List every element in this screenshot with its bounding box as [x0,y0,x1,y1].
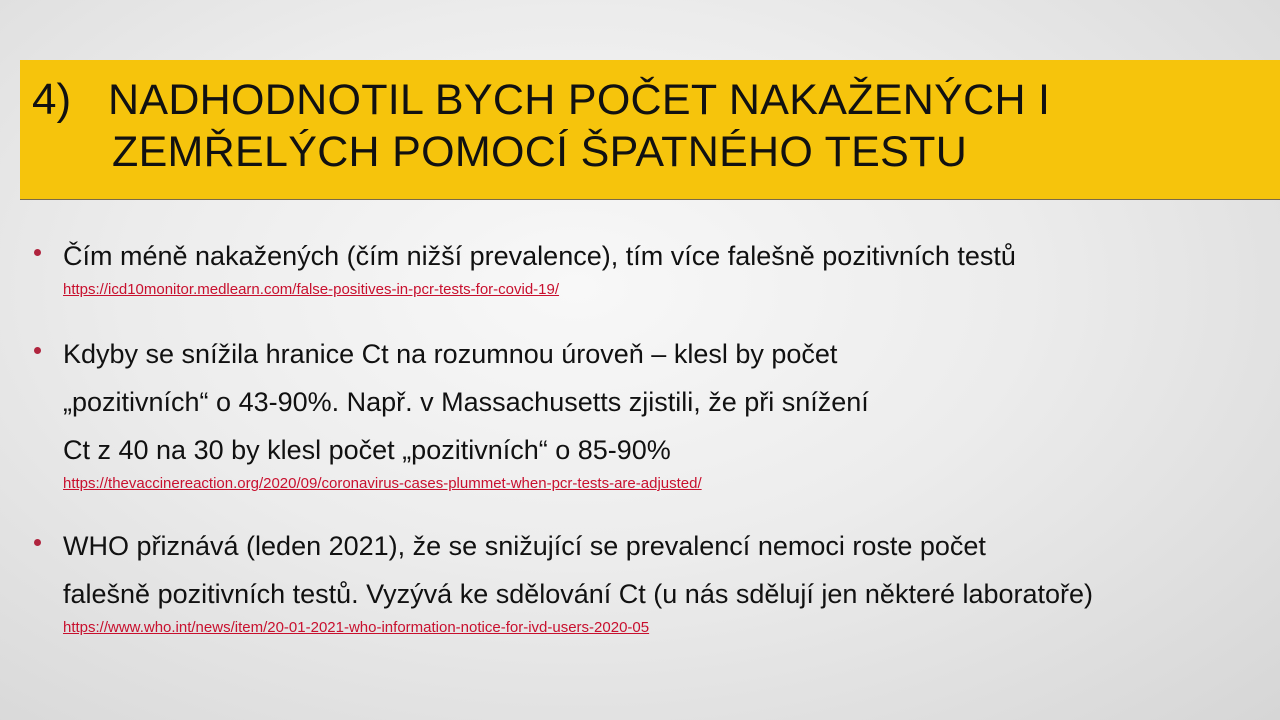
bullet-text-line: Ct z 40 na 30 by klesl počet „pozitivních“ o 85-90% [63,435,671,465]
bullet-dot-icon [34,347,41,354]
slide-title-line-1: NADHODNOTIL BYCH POČET NAKAŽENÝCH I [108,76,1051,124]
bullet-list [30,230,1270,638]
bullet-text-line: falešně pozitivních testů. Vyzývá ke sdělování Ct (u nás sdělují jen některé laboratoře) [63,579,1094,609]
bullet-dot-icon [34,249,41,256]
bullet-item-ct-threshold [30,330,1270,494]
bullet-text [63,330,1270,474]
bullet-text-line: Čím méně nakažených (čím nižší prevalence), tím více falešně pozitivních testů [63,241,1016,271]
bullet-text-line: Kdyby se snížila hranice Ct na rozumnou úroveň – klesl by počet [63,339,838,369]
bullet-dot-icon [34,539,41,546]
bullet-text-line: WHO přiznává (leden 2021), že se snižující se prevalencí nemoci roste počet [63,531,986,561]
source-link[interactable]: https://thevaccinereaction.org/2020/09/coronavirus-cases-plummet-when-pcr-tests-are-adjusted/ [63,475,702,492]
bullet-text-line: „pozitivních“ o 43-90%. Např. v Massachusetts zjistili, že při snížení [63,387,869,417]
slide-title [108,74,1258,178]
bullet-text [63,522,1270,618]
title-banner [20,60,1280,200]
title-number: 4) [32,75,72,124]
source-link[interactable]: https://icd10monitor.medlearn.com/false-positives-in-pcr-tests-for-covid-19/ [63,281,560,298]
bullet-item-prevalence [30,232,1270,300]
slide-title-line-2: ZEMŘELÝCH POMOCÍ ŠPATNÉHO TESTU [112,128,968,176]
bullet-text [63,232,1270,280]
bullet-item-who-notice [30,522,1270,638]
source-link[interactable]: https://www.who.int/news/item/20-01-2021-who-information-notice-for-ivd-users-2020-05 [63,619,650,636]
